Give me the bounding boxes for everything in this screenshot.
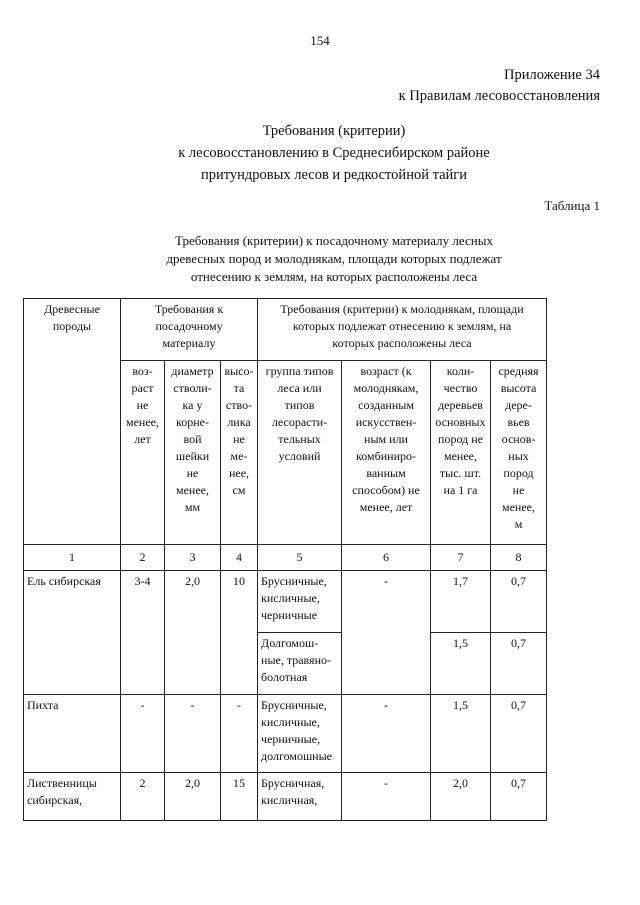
diameter-cell: 2,0 <box>165 571 221 695</box>
appendix-line-1: Приложение 34 <box>504 67 600 83</box>
height-cell: 15 <box>221 773 258 821</box>
header-tree-count: коли- чество деревьев основных пород не менее, тыс. шт. на 1 га <box>431 361 491 545</box>
column-number: 3 <box>165 545 221 571</box>
column-number: 6 <box>342 545 431 571</box>
table-label: Таблица 1 <box>544 198 600 213</box>
header-species: Древесные породы <box>24 299 121 545</box>
document-title-line-2: к лесовосстановлению в Среднесибирском районе <box>178 145 490 161</box>
header-young-age: возраст (к молоднякам, созданным искусствен- ным или комбиниро- ванным способом) не менее, лет <box>342 361 431 545</box>
table-caption-line-1: Требования (критерии) к посадочному материалу лесных <box>175 233 493 248</box>
tree-count-cell: 2,0 <box>431 773 491 821</box>
requirements-table <box>23 298 547 821</box>
species-cell: Ель сибирская <box>24 571 121 695</box>
document-title-line-1: Требования (критерии) <box>262 123 406 139</box>
header-forest-type: группа типов леса или типов лесорасти- тельных условий <box>258 361 342 545</box>
young-age-cell: - <box>342 773 431 821</box>
appendix-line-2: к Правилам лесовосстановления <box>398 88 600 104</box>
height-cell: 10 <box>221 571 258 695</box>
column-number: 2 <box>121 545 165 571</box>
header-average-height: средняя высота дере- вьев основ- ных пород не менее, м <box>491 361 547 545</box>
height-cell: - <box>221 695 258 773</box>
header-row-1 <box>24 299 547 361</box>
page-number: 154 <box>310 33 330 48</box>
forest-type-cell: Брусничные, кисличные, черничные <box>258 571 342 633</box>
age-cell: 3-4 <box>121 571 165 695</box>
document-title-line-3: притундровых лесов и редкостойной тайги <box>200 167 468 183</box>
table-row <box>24 773 547 821</box>
species-cell: Пихта <box>24 695 121 773</box>
column-number: 8 <box>491 545 547 571</box>
table-row <box>24 571 547 633</box>
header-planting-material: Требования к посадочному материалу <box>121 299 258 361</box>
young-age-cell: - <box>342 695 431 773</box>
tree-count-cell: 1,7 <box>431 571 491 633</box>
forest-type-cell: Долгомош- ные, травяно- болотная <box>258 633 342 695</box>
average-height-cell: 0,7 <box>491 571 547 633</box>
tree-count-cell: 1,5 <box>431 633 491 695</box>
column-number: 1 <box>24 545 121 571</box>
header-diameter: диаметр стволи- ка у корне- вой шейки не менее, мм <box>165 361 221 545</box>
column-number: 4 <box>221 545 258 571</box>
average-height-cell: 0,7 <box>491 773 547 821</box>
average-height-cell: 0,7 <box>491 633 547 695</box>
header-height: высо- та ство- лика не ме- нее, см <box>221 361 258 545</box>
header-young-stands: Требования (критерии) к молоднякам, площади которых подлежат отнесению к землям, на которых расположены леса <box>258 299 547 361</box>
header-age: воз- раст не менее, лет <box>121 361 165 545</box>
diameter-cell: - <box>165 695 221 773</box>
young-age-cell: - <box>342 571 431 695</box>
average-height-cell: 0,7 <box>491 695 547 773</box>
tree-count-cell: 1,5 <box>431 695 491 773</box>
table-caption-line-2: древесных пород и молоднякам, площади которых подлежат <box>166 251 502 266</box>
species-cell: Лиственницы сибирская, <box>24 773 121 821</box>
age-cell: - <box>121 695 165 773</box>
table-caption-line-3: отнесению к землям, на которых расположены леса <box>190 269 478 284</box>
forest-type-cell: Брусничная, кисличная, <box>258 773 342 821</box>
column-number: 7 <box>431 545 491 571</box>
forest-type-cell: Брусничные, кисличные, черничные, долгомошные <box>258 695 342 773</box>
diameter-cell: 2,0 <box>165 773 221 821</box>
column-number: 5 <box>258 545 342 571</box>
column-number-row <box>24 545 547 571</box>
age-cell: 2 <box>121 773 165 821</box>
table-row <box>24 695 547 773</box>
